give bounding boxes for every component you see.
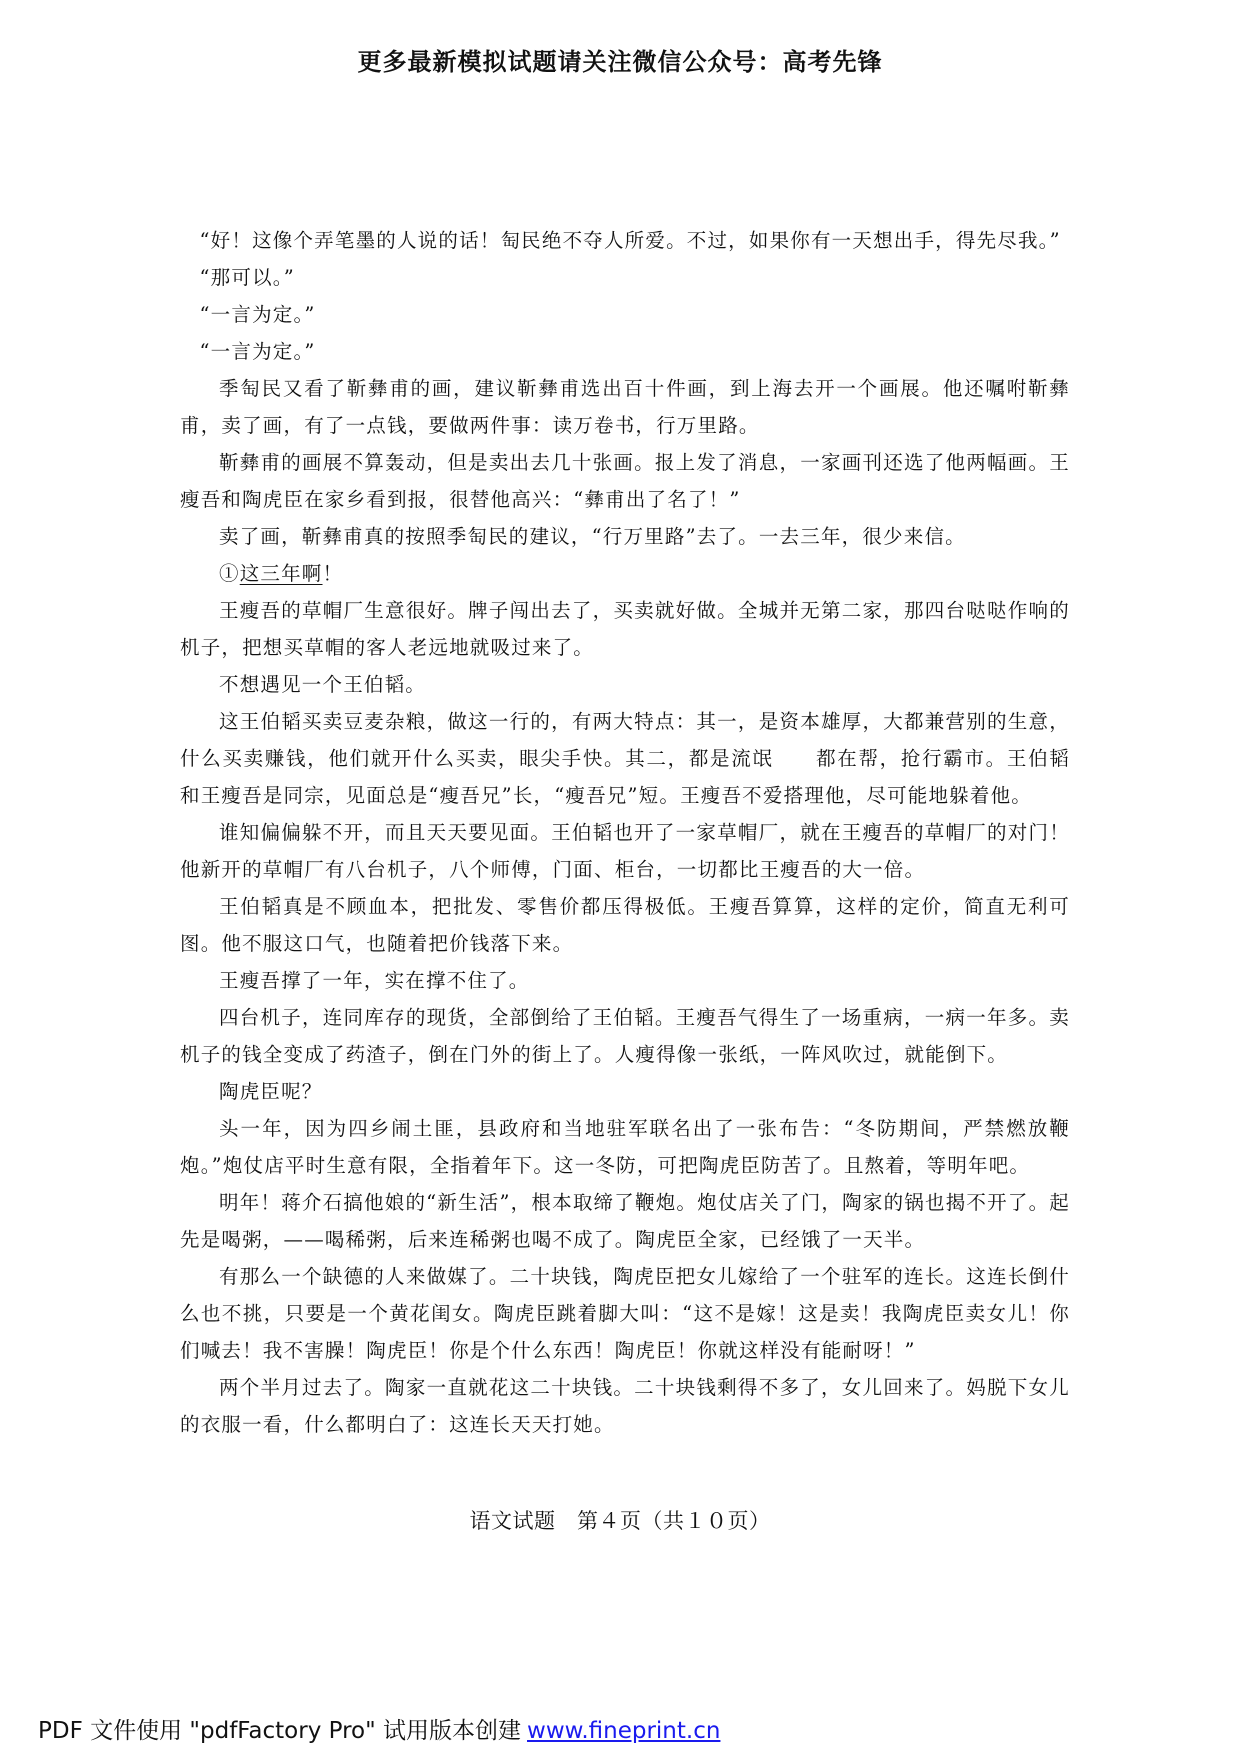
question-marker: ①: [219, 562, 240, 585]
paragraph: “好！这像个弄笔墨的人说的话！匋民绝不夺人所爱。不过，如果你有一天想出手，得先尽我。”: [199, 229, 1061, 252]
paragraph: 王伯韬真是不顾血本，把批发、零售价都压得极低。王瘦吾算算，这样的定价，简直无利可图。他不服这口气，也随着把价钱落下来。: [180, 895, 1070, 955]
paragraph: 谁知偏偏躲不开，而且天天要见面。王伯韬也开了一家草帽厂，就在王瘦吾的草帽厂的对门！他新开的草帽厂有八台机子，八个师傅，门面、柜台，一切都比王瘦吾的大一倍。: [180, 821, 1070, 881]
paragraph: 四台机子，连同库存的现货，全部倒给了王伯韬。王瘦吾气得生了一场重病，一病一年多。卖机子的钱全变成了药渣子，倒在门外的街上了。人瘦得像一张纸，一阵风吹过，就能倒下。: [180, 1006, 1070, 1066]
header-banner: 更多最新模拟试题请关注微信公众号：高考先锋: [357, 48, 883, 76]
page-footer: 语文试题 第４页（共１０页）: [469, 1509, 771, 1533]
paragraph: 王瘦吾的草帽厂生意很好。牌子闯出去了，买卖就好做。全城并无第二家，那四台哒哒作响的机子，把想买草帽的客人老远地就吸过来了。: [180, 599, 1070, 659]
fineprint-link[interactable]: www.fineprint.cn: [527, 1718, 721, 1744]
paragraph: 有那么一个缺德的人来做媒了。二十块钱，陶虎臣把女儿嫁给了一个驻军的连长。这连长倒什么也不挑，只要是一个黄花闺女。陶虎臣跳着脚大叫：“这不是嫁！这是卖！我陶虎臣卖女儿！你们喊去！我不害臊！陶虎臣！你是个什么东西！陶虎臣！你就这样没有能耐呀！”: [180, 1265, 1070, 1362]
paragraph: 王瘦吾撑了一年，实在撑不住了。: [219, 969, 530, 992]
paragraph: 头一年，因为四乡闹土匪，县政府和当地驻军联名出了一张布告：“冬防期间，严禁燃放鞭炮。”炮仗店平时生意有限，全指着年下。这一冬防，可把陶虎臣防苦了。且熬着，等明年吧。: [180, 1117, 1070, 1177]
paragraph: 季匋民又看了靳彝甫的画，建议靳彝甫选出百十件画，到上海去开一个画展。他还嘱咐靳彝甫，卖了画，有了一点钱，要做两件事：读万卷书，行万里路。: [180, 377, 1070, 437]
paragraph: 卖了画，靳彝甫真的按照季匋民的建议，“行万里路”去了。一去三年，很少来信。: [219, 525, 966, 548]
paragraph: 两个半月过去了。陶家一直就花这二十块钱。二十块钱剩得不多了，女儿回来了。妈脱下女儿的衣服一看，什么都明白了：这连长天天打她。: [180, 1376, 1070, 1436]
paragraph: 陶虎臣呢？: [219, 1080, 323, 1103]
sentence-end: ！: [322, 562, 344, 585]
pdf-watermark: [38, 1712, 720, 1745]
paragraph: “那可以。”: [199, 266, 295, 289]
underlined-sentence: 这三年啊: [239, 562, 323, 585]
paragraph: 明年！蒋介石搞他娘的“新生活”，根本取缔了鞭炮。炮仗店关了门，陶家的锅也揭不开了。起先是喝粥，——喝稀粥，后来连稀粥也喝不成了。陶虎臣全家，已经饿了一天半。: [180, 1191, 1070, 1251]
paragraph: “一言为定。”: [199, 340, 316, 363]
article-body: [180, 222, 1070, 1443]
paragraph: 不想遇见一个王伯韬。: [219, 673, 427, 696]
paragraph: 靳彝甫的画展不算轰动，但是卖出去几十张画。报上发了消息，一家画刊还选了他两幅画。王瘦吾和陶虎臣在家乡看到报，很替他高兴：“彝甫出了名了！”: [180, 451, 1070, 511]
paragraph: “一言为定。”: [199, 303, 316, 326]
underlined-sentence-paragraph: [180, 555, 1070, 592]
pdf-watermark-text: PDF 文件使用 "pdfFactory Pro" 试用版本创建: [38, 1718, 522, 1744]
paragraph: 这王伯韬买卖豆麦杂粮，做这一行的，有两大特点：其一，是资本雄厚，大都兼营别的生意，什么买卖赚钱，他们就开什么买卖，眼尖手快。其二，都是流氓 都在帮，抢行霸市。王伯韬和王瘦吾是同宗，见面总是“瘦吾兄”长，“瘦吾兄”短。王瘦吾不爱搭理他，尽可能地躲着他。: [180, 710, 1070, 807]
